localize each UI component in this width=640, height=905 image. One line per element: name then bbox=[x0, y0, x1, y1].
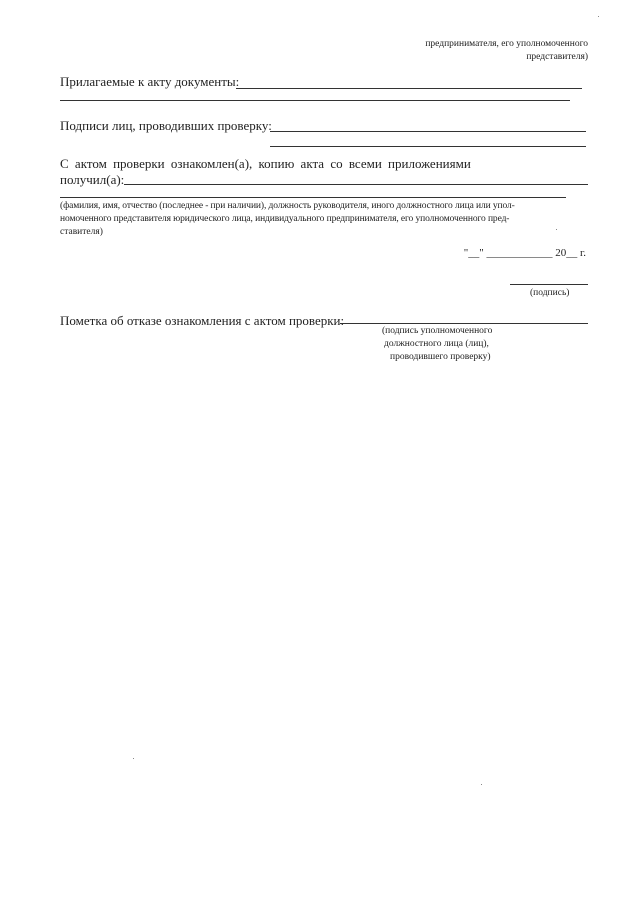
attached-documents-field-line2[interactable] bbox=[60, 100, 570, 101]
header-note-line2: представителя) bbox=[526, 52, 588, 62]
acquainted-field-line1[interactable] bbox=[124, 184, 588, 185]
signature-field[interactable] bbox=[510, 284, 588, 285]
acquainted-line1: С актом проверки ознакомлен(а), копию акта со всеми приложениями bbox=[60, 156, 471, 171]
scan-speck bbox=[133, 758, 134, 759]
signatures-field-line1[interactable] bbox=[270, 131, 586, 132]
signature-caption: (подпись) bbox=[530, 288, 570, 298]
date-field[interactable]: "__" ____________ 20__ г. bbox=[463, 247, 586, 259]
acquainted-field-line2[interactable] bbox=[60, 197, 566, 198]
acquainted-caption-line3: ставителя) bbox=[60, 227, 103, 237]
scan-speck bbox=[598, 16, 599, 17]
attached-documents-field-line1[interactable] bbox=[236, 88, 582, 89]
refusal-caption-line1: (подпись уполномоченного bbox=[382, 326, 493, 336]
signatures-label: Подписи лиц, проводивших проверку: bbox=[60, 118, 272, 133]
acquainted-caption-line1: (фамилия, имя, отчество (последнее - при наличии), должность руководителя, иного должностного лица или упол- bbox=[60, 201, 515, 211]
acquainted-line2: получил(а): bbox=[60, 172, 125, 187]
acquainted-caption-line2: номоченного представителя юридического лица, индивидуального предпринимателя, его уполномоченного пред- bbox=[60, 214, 510, 224]
refusal-caption-line3: проводившего проверку) bbox=[390, 352, 491, 362]
signatures-field-line2[interactable] bbox=[270, 146, 586, 147]
refusal-caption-line2: должностного лица (лиц), bbox=[384, 339, 489, 349]
acquainted-caption bbox=[60, 200, 590, 239]
refusal-field[interactable] bbox=[340, 323, 588, 324]
refusal-caption bbox=[376, 325, 526, 364]
refusal-label: Пометка об отказе ознакомления с актом проверки: bbox=[60, 313, 345, 328]
header-note bbox=[300, 38, 588, 64]
header-note-line1: предпринимателя, его уполномоченного bbox=[425, 39, 588, 49]
scan-speck bbox=[481, 784, 482, 785]
scan-speck bbox=[556, 229, 557, 230]
attached-documents-label: Прилагаемые к акту документы: bbox=[60, 74, 240, 89]
